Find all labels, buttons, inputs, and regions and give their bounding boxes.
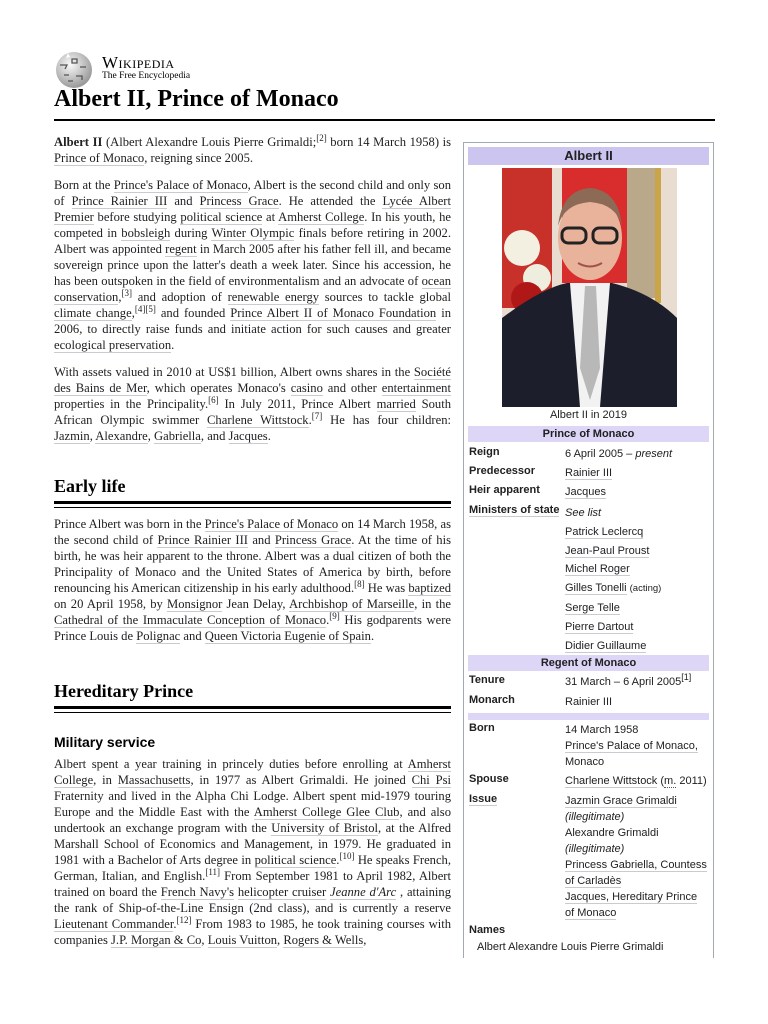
label: Monarch: [469, 694, 515, 706]
heir-link[interactable]: Jacques: [565, 486, 606, 498]
citation-link[interactable]: [1]: [681, 672, 692, 682]
issue-label-link[interactable]: Issue: [469, 793, 498, 805]
minister-link[interactable]: Didier Guillaume: [565, 639, 647, 652]
text-run: .: [173, 917, 177, 931]
text-run: sources to tackle global: [319, 290, 451, 304]
infobox-names-value: Albert Alexandre Louis Pierre Grimaldi: [477, 941, 664, 953]
text-run: and: [180, 629, 205, 643]
text-run: Albert spent a year training in princely duties before enrolling at: [54, 757, 408, 771]
intro-paragraph: [54, 177, 451, 353]
issue-link[interactable]: Jacques, Hereditary Prince: [565, 891, 698, 903]
article-link[interactable]: married: [376, 397, 416, 411]
issue-note: (illegitimate): [565, 811, 625, 823]
text-run: From September 1981 to April 1982, Albert trained on board the: [54, 869, 451, 899]
article-link[interactable]: Winter Olympic: [211, 226, 295, 240]
article-link[interactable]: J.P. Morgan & Co: [111, 933, 202, 947]
article-link[interactable]: Lieutenant Commander: [54, 917, 174, 931]
article-link[interactable]: regent: [165, 242, 197, 256]
text-run: From 1983 to 1985, he took training courses with companies: [54, 917, 451, 947]
text-run: born 14 March 1958) is: [326, 135, 452, 149]
article-link[interactable]: Massachusetts: [117, 773, 191, 787]
text-run: .: [267, 429, 271, 443]
text-run: in March 2005 after his father fell ill, and became sovereign prince upon the latter's death a week later. Since his accession, he has been outspoken in the field of environmentalism and an advocate of: [54, 242, 451, 288]
text-run: He was: [364, 581, 409, 595]
article-link[interactable]: Polignac: [136, 629, 181, 643]
section-divider: [54, 706, 451, 709]
born-date: 14 March 1958: [565, 724, 639, 736]
article-link[interactable]: Lycée Albert Premier: [54, 194, 451, 224]
article-link[interactable]: Chi Psi: [411, 773, 451, 787]
text-run: ,: [118, 290, 122, 304]
text-run: .: [370, 629, 375, 643]
text-run: finals before retiring in 2002. Albert was appointed: [54, 226, 451, 256]
text-run: ,: [201, 933, 208, 947]
text-run: He has four children:: [322, 413, 451, 427]
wikipedia-tagline: The Free Encyclopedia: [102, 71, 191, 81]
article-link[interactable]: Gabriella: [154, 429, 201, 443]
article-link[interactable]: Charlene Wittstock: [207, 413, 309, 427]
title-divider: [54, 119, 715, 121]
born-country: Monaco: [565, 756, 605, 768]
text-run: (Albert Alexandre Louis Pierre Grimaldi;: [102, 135, 317, 149]
text-run: and other: [322, 381, 382, 395]
infobox-title: Albert II: [468, 147, 709, 165]
text-run: He speaks French, German, Italian, and English.: [54, 853, 451, 883]
infobox-section-prince: Prince of Monaco: [468, 426, 709, 442]
text-run: In July 2011, Prince Albert: [218, 397, 377, 411]
citation-link[interactable]: [3]: [121, 288, 133, 298]
text-run: ,: [131, 306, 135, 320]
early-life-paragraph: [54, 516, 451, 644]
article-link[interactable]: bobsleigh: [121, 226, 171, 240]
article-link[interactable]: ecological preservation: [54, 338, 172, 352]
minister-link[interactable]: Serge Telle: [565, 601, 620, 614]
text-run: at: [262, 210, 279, 224]
label: Spouse: [469, 773, 509, 785]
section-early-life: [54, 476, 451, 657]
text-run: . At the time of his birth, he was heir apparent to the throne. Albert was a dual citizen of both the Principality of Monaco and the United States of America by birth, before renouncing his American citizenship in his early adulthood.: [54, 533, 452, 595]
article-link[interactable]: entertainment: [381, 381, 451, 395]
acting-note: (acting): [629, 583, 662, 595]
see-list-link[interactable]: See list: [565, 507, 602, 519]
article-link[interactable]: Prince Rainier III: [157, 533, 248, 547]
intro-paragraph: [54, 134, 451, 166]
issue-link[interactable]: of Monaco: [565, 907, 617, 919]
ministers-label-link[interactable]: Ministers of state: [469, 504, 560, 516]
article-link[interactable]: University of Bristol: [271, 821, 379, 835]
paren: (: [657, 775, 665, 787]
article-link[interactable]: climate change: [54, 306, 132, 320]
portrait-caption: Albert II in 2019: [549, 409, 628, 421]
section-heading-early-life: Early life: [54, 476, 126, 496]
article-link[interactable]: ocean conservation: [54, 274, 451, 304]
article-link[interactable]: Archbishop of Marseille: [289, 597, 415, 611]
section-heading-hereditary-prince: Hereditary Prince: [54, 681, 194, 701]
article-link[interactable]: political science: [254, 853, 337, 867]
infobox-section-regent: Regent of Monaco: [468, 655, 709, 671]
text-run: With assets valued in 2010 at US$1 billion, Albert owns shares in the: [54, 365, 414, 379]
married-abbr: m.: [664, 775, 677, 787]
text-run: , and: [200, 429, 229, 443]
article-link[interactable]: political science: [180, 210, 263, 224]
article-link[interactable]: Jeanne d'Arc: [330, 885, 397, 899]
text-run: .: [326, 613, 330, 627]
text-run: , in the: [414, 597, 452, 611]
article-body: [54, 134, 451, 455]
citation-link[interactable]: [10]: [339, 851, 355, 861]
citation-link[interactable]: [6]: [208, 395, 219, 405]
issue-note: (illegitimate): [565, 843, 625, 855]
text-run: and: [247, 533, 275, 547]
citation-link[interactable]: [4][5]: [134, 304, 156, 314]
label: Names: [469, 924, 506, 936]
text-run: during: [170, 226, 212, 240]
article-link[interactable]: Jacques: [228, 429, 268, 443]
article-link[interactable]: Prince Albert II of Monaco Foundation: [230, 306, 437, 320]
article-link[interactable]: Queen Victoria Eugenie of Spain: [204, 629, 371, 643]
text-run: ,: [147, 429, 155, 443]
article-link[interactable]: baptized: [408, 581, 451, 595]
article-link[interactable]: Louis Vuitton: [207, 933, 278, 947]
text-run: Jean Delay,: [222, 597, 290, 611]
article-link[interactable]: Amherst College: [54, 757, 451, 787]
military-service-paragraph: [54, 756, 451, 948]
subsection-heading-military-service: Military service: [54, 734, 156, 750]
text-run: ,: [363, 933, 367, 947]
text-run: . In his youth, he competed in: [54, 210, 451, 240]
article-link[interactable]: casino: [290, 381, 323, 395]
issue-name: Alexandre Grimaldi: [565, 827, 659, 839]
text-run: .: [336, 853, 340, 867]
citation-link[interactable]: [8]: [354, 579, 365, 589]
spouse-link[interactable]: Charlene Wittstock: [565, 775, 658, 787]
text-run: and founded: [155, 306, 231, 320]
minister-link[interactable]: Jean-Paul Proust: [565, 544, 650, 557]
text-run: on 20 April 1958, by: [54, 597, 168, 611]
text-run: properties in the Principality.: [54, 397, 209, 411]
text-run: His godparents were Prince Louis de: [54, 613, 451, 643]
reign-present: present: [635, 448, 673, 460]
bold-text: Albert II: [54, 135, 103, 149]
minister-link[interactable]: Michel Roger: [565, 563, 630, 576]
minister-link[interactable]: Patrick Leclercq: [565, 525, 644, 538]
label: Born: [469, 722, 495, 734]
text-run: . He attended the: [278, 194, 383, 208]
text-run: ,: [89, 429, 96, 443]
issue-link[interactable]: Jazmin Grace Grimaldi: [565, 795, 677, 807]
citation-link[interactable]: [11]: [205, 867, 221, 877]
article-link[interactable]: Rogers & Wells: [283, 933, 364, 947]
text-run: and adoption of: [132, 290, 228, 304]
section-divider: [54, 501, 451, 504]
text-run: .: [171, 338, 175, 352]
monarch-value: Rainier III: [565, 696, 613, 708]
label: Tenure: [469, 674, 505, 686]
article-link[interactable]: Société des Bains de Mer: [54, 365, 451, 395]
citation-link[interactable]: [12]: [176, 915, 192, 925]
citation-link[interactable]: [9]: [329, 611, 340, 621]
text-run: , which operates Monaco's: [146, 381, 291, 395]
wikipedia-wordmark: Wikipedia: [102, 53, 175, 72]
text-run: , at the Alfred Marshall School of Economics and Management, in 1979. He graduated in 1981 with a Bachelor of Arts degree in: [54, 821, 452, 867]
text-run: Born at the: [54, 178, 114, 192]
article-link[interactable]: Amherst College: [278, 210, 365, 224]
article-link[interactable]: Prince's Palace of Monaco: [204, 517, 339, 531]
article-link[interactable]: Prince's Palace of Monaco: [113, 178, 248, 192]
issue-link[interactable]: of Carladès: [565, 875, 622, 887]
tenure-value: 31 March – 6 April 2005: [565, 676, 682, 688]
article-link[interactable]: Cathedral of the Immaculate Conception of Monaco: [54, 613, 327, 627]
label: Heir apparent: [469, 484, 540, 496]
infobox-separator: [468, 713, 709, 720]
article-link[interactable]: French Navy's: [160, 885, 235, 899]
infobox: [463, 142, 714, 958]
issue-link[interactable]: Princess Gabriella, Countess: [565, 859, 707, 871]
text-run: before studying: [93, 210, 181, 224]
article-link[interactable]: Amherst College Glee Club: [253, 805, 400, 819]
predecessor-link[interactable]: Rainier III: [565, 467, 613, 479]
spouse-year: 2011): [676, 775, 707, 787]
article-link[interactable]: Prince Rainier III: [71, 194, 168, 208]
text-run: South African Olympic swimmer: [54, 397, 452, 427]
text-run: Fraternity and lived in the Alpha Chi Lodge. Albert spent mid-1979 touring Europe and the Middle East with the: [54, 789, 451, 819]
text-run: , in 1977 as Albert Grimaldi. He joined: [190, 773, 412, 787]
text-run: ,: [277, 933, 284, 947]
text-run: in 2006, to directly raise funds and initiate action for such causes and greater: [54, 306, 451, 336]
minister-link[interactable]: Pierre Dartout: [565, 620, 634, 633]
text-run: , and also undertook an exchange program with the: [54, 805, 451, 835]
label: Predecessor: [469, 465, 536, 477]
text-run: , reigning since 2005.: [144, 151, 254, 165]
text-run: , attaining the rank of Ship-of-the-Line Ensign (2nd class), and is currently a reserve: [54, 885, 452, 915]
article-link[interactable]: Prince of Monaco: [54, 151, 145, 165]
article-link[interactable]: Princess Grace: [274, 533, 352, 547]
citation-link[interactable]: [7]: [311, 411, 323, 421]
article-link[interactable]: renewable energy: [227, 290, 320, 304]
intro-paragraph: [54, 364, 451, 444]
minister-link[interactable]: Gilles Tonelli: [565, 582, 627, 595]
text-run: .: [308, 413, 312, 427]
page-title: Albert II, Prince of Monaco: [54, 86, 339, 112]
article-link[interactable]: Monsignor: [167, 597, 223, 611]
text-run: , in: [93, 773, 118, 787]
text-run: Prince Albert was born in the: [54, 517, 205, 531]
label: Reign: [469, 446, 500, 458]
citation-link[interactable]: [2]: [316, 133, 327, 143]
text-run: , Albert is the second child and only son of: [54, 178, 452, 208]
reign-value: 6 April 2005 –: [565, 448, 636, 460]
article-link[interactable]: Princess Grace: [199, 194, 279, 208]
section-hereditary-prince: [54, 681, 451, 961]
text-run: and: [167, 194, 200, 208]
text-run: on 14 March 1958, as the second child of: [54, 517, 451, 547]
portrait-photo[interactable]: [502, 168, 677, 407]
born-place-link[interactable]: Prince's Palace of Monaco,: [565, 740, 698, 752]
article-link[interactable]: Alexandre: [95, 429, 148, 443]
wikipedia-globe-logo: [54, 51, 94, 89]
article-link[interactable]: helicopter cruiser: [237, 885, 327, 899]
article-link[interactable]: Jazmin: [54, 429, 90, 443]
